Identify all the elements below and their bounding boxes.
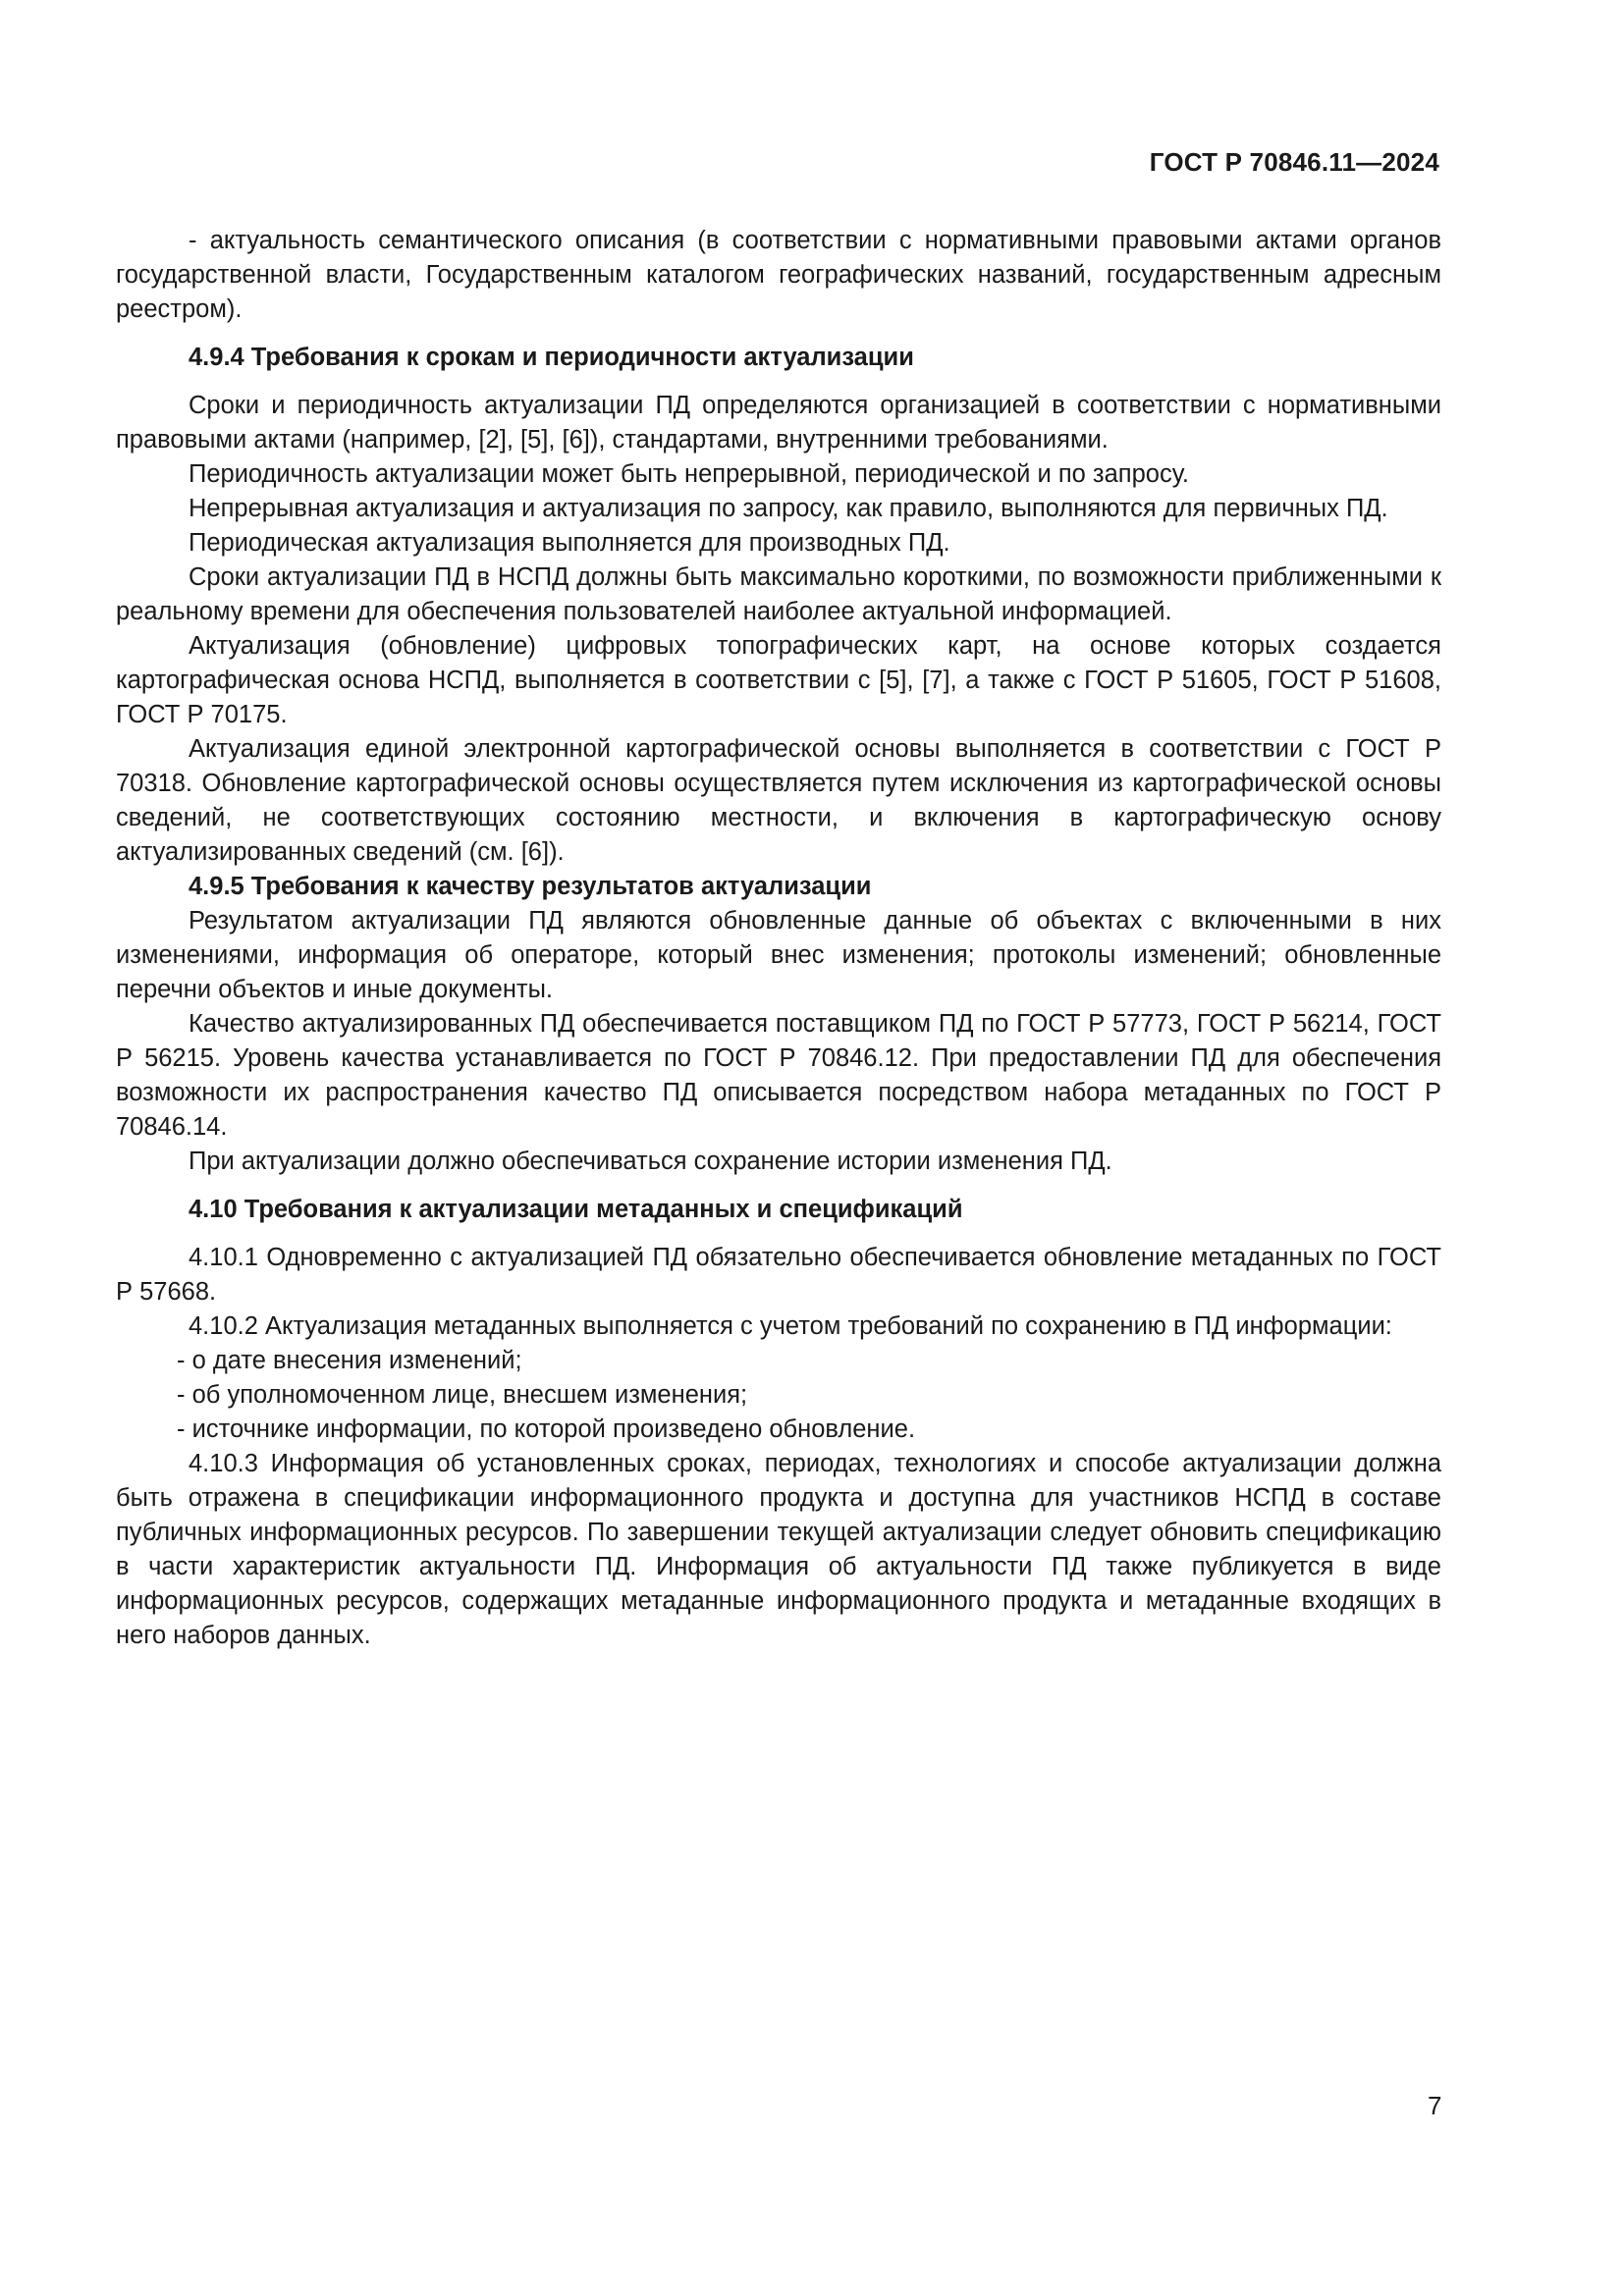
paragraph: Периодическая актуализация выполняется для производных ПД. [189,529,950,557]
paragraph: При актуализации должно обеспечиваться сохранение истории изменения ПД. [189,1148,1112,1175]
paragraph: 4.10.1 Одновременно с актуализацией ПД обязательно обеспечивается обновление метаданных по ГОСТ Р 57668. [116,1244,1441,1306]
list-item: - о дате внесения изменений; [177,1347,522,1374]
page-number: 7 [1428,2091,1442,2120]
list-item: - источнике информации, по которой произведено обновление. [177,1415,916,1443]
document-code-header: ГОСТ Р 70846.11—2024 [1149,147,1439,177]
paragraph-semantic-actuality: - актуальность семантического описания (в соответствии с нормативными правовыми актами органов государственной власти, Государственным каталогом географических названий, государственным адресным реестром). [116,227,1441,323]
paragraph: Непрерывная актуализация и актуализация по запросу, как правило, выполняются для первичных ПД. [189,495,1388,522]
paragraph: 4.10.2 Актуализация метаданных выполняется с учетом требований по сохранению в ПД информации: [189,1312,1392,1340]
paragraph: 4.10.3 Информация об установленных сроках, периодах, технологиях и способе актуализации должна быть отражена в спецификации информационного продукта и доступна для участников НСПД в составе публичных информационных ресурсов. По завершении текущей актуализации следует обновить спецификацию в части характеристик актуальности ПД. Информация об актуальности ПД также публикуется в виде информационных ресурсов, содержащих метаданные информационного продукта и метаданные входящих в него наборов данных. [116,1450,1441,1649]
section-heading-4-9-5: 4.9.5 Требования к качеству результатов актуализации [189,873,872,900]
paragraph: Сроки актуализации ПД в НСПД должны быть максимально короткими, по возможности приближенными к реальному времени для обеспечения пользователей наиболее актуальной информацией. [116,563,1441,625]
paragraph: Результатом актуализации ПД являются обновленные данные об объектах с включенными в них изменениями, информация об операторе, который внес изменения; протоколы изменений; обновленные перечни объектов и иные документы. [116,907,1441,1003]
document-body [116,224,1441,1653]
paragraph: Периодичность актуализации может быть непрерывной, периодической и по запросу. [189,460,1189,488]
paragraph: Сроки и периодичность актуализации ПД определяются организацией в соответствии с нормативными правовыми актами (например, [2], [5], [6]), стандартами, внутренними требованиями. [116,392,1441,454]
list-item: - об уполномоченном лице, внесшем изменения; [177,1381,748,1409]
section-heading-4-10: 4.10 Требования к актуализации метаданных и спецификаций [189,1196,963,1223]
paragraph: Актуализация единой электронной картографической основы выполняется в соответствии с ГОСТ Р 70318. Обновление картографической основы осуществляется путем исключения из картографической основы сведений, не соответствующих состоянию местности, и включения в картографическую основу актуализированных сведений (см. [6]). [116,735,1441,866]
section-heading-4-9-4: 4.9.4 Требования к срокам и периодичности актуализации [189,344,914,371]
paragraph: Актуализация (обновление) цифровых топографических карт, на основе которых создается картографическая основа НСПД, выполняется в соответствии с [5], [7], а также с ГОСТ Р 51605, ГОСТ Р 51608, ГОСТ Р 70175. [116,632,1441,728]
paragraph: Качество актуализированных ПД обеспечивается поставщиком ПД по ГОСТ Р 57773, ГОСТ Р 56214, ГОСТ Р 56215. Уровень качества устанавливается по ГОСТ Р 70846.12. При предоставлении ПД для обеспечения возможности их распространения качество ПД описывается посредством набора метаданных по ГОСТ Р 70846.14. [116,1010,1441,1141]
